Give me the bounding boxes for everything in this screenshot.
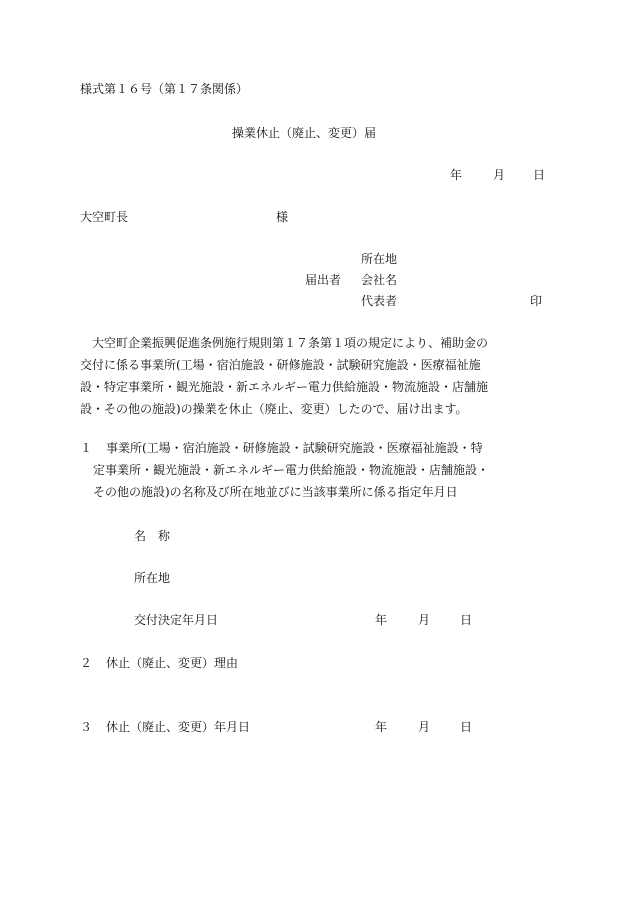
body-line: 交付に係る事業所(工場・宿泊施設・研修施設・試験研究施設・医療福祉施	[80, 358, 481, 372]
applicant-label: 届出者	[305, 273, 342, 287]
item-1-line: 事業所(工場・宿泊施設・研修施設・試験研究施設・医療福祉施設・特	[106, 441, 483, 455]
item-1-month-label: 月	[418, 613, 431, 627]
addressee-honorific: 様	[276, 210, 289, 224]
seal-mark: 印	[530, 294, 543, 308]
body-line: 設・その他の施設)の操業を休止（廃止、変更）したので、届け出ます。	[80, 402, 468, 416]
item-1-day-label: 日	[460, 613, 473, 627]
date-month-label: 月	[493, 168, 506, 182]
item-1-address-label: 所在地	[134, 571, 171, 585]
item-1-line: 定事業所・観光施設・新エネルギー電力供給施設・物流施設・店舗施設・	[93, 463, 490, 477]
date-day-label: 日	[533, 168, 546, 182]
form-number: 様式第１６号（第１７条関係）	[80, 82, 249, 96]
date-year-label: 年	[450, 168, 463, 182]
item-1-year-label: 年	[375, 613, 388, 627]
item-2-number: ２	[80, 656, 93, 670]
item-1-name-label: 名 称	[134, 529, 171, 543]
body-line: 大空町企業振興促進条例施行規則第１７条第１項の規定により、補助金の	[80, 336, 489, 350]
item-3-day-label: 日	[460, 720, 473, 734]
body-paragraph	[80, 332, 550, 420]
item-1-decision-date-label: 交付決定年月日	[134, 613, 219, 627]
addressee-name: 大空町長	[80, 210, 129, 224]
item-3-month-label: 月	[418, 720, 431, 734]
applicant-representative-label: 代表者	[361, 294, 398, 308]
body-line: 設・特定事業所・観光施設・新エネルギー電力供給施設・物流施設・店舗施	[80, 380, 489, 394]
item-3-number: ３	[80, 720, 93, 734]
item-2-label: 休止（廃止、変更）理由	[106, 656, 239, 670]
item-1-number: １	[80, 441, 93, 455]
applicant-company-label: 会社名	[361, 273, 398, 287]
item-3-year-label: 年	[375, 720, 388, 734]
item-3-label: 休止（廃止、変更）年月日	[106, 720, 251, 734]
applicant-address-label: 所在地	[361, 252, 398, 266]
item-1-line: その他の施設)の名称及び所在地並びに当該事業所に係る指定年月日	[93, 485, 458, 499]
document-title: 操業休止（廃止、変更）届	[232, 126, 377, 140]
